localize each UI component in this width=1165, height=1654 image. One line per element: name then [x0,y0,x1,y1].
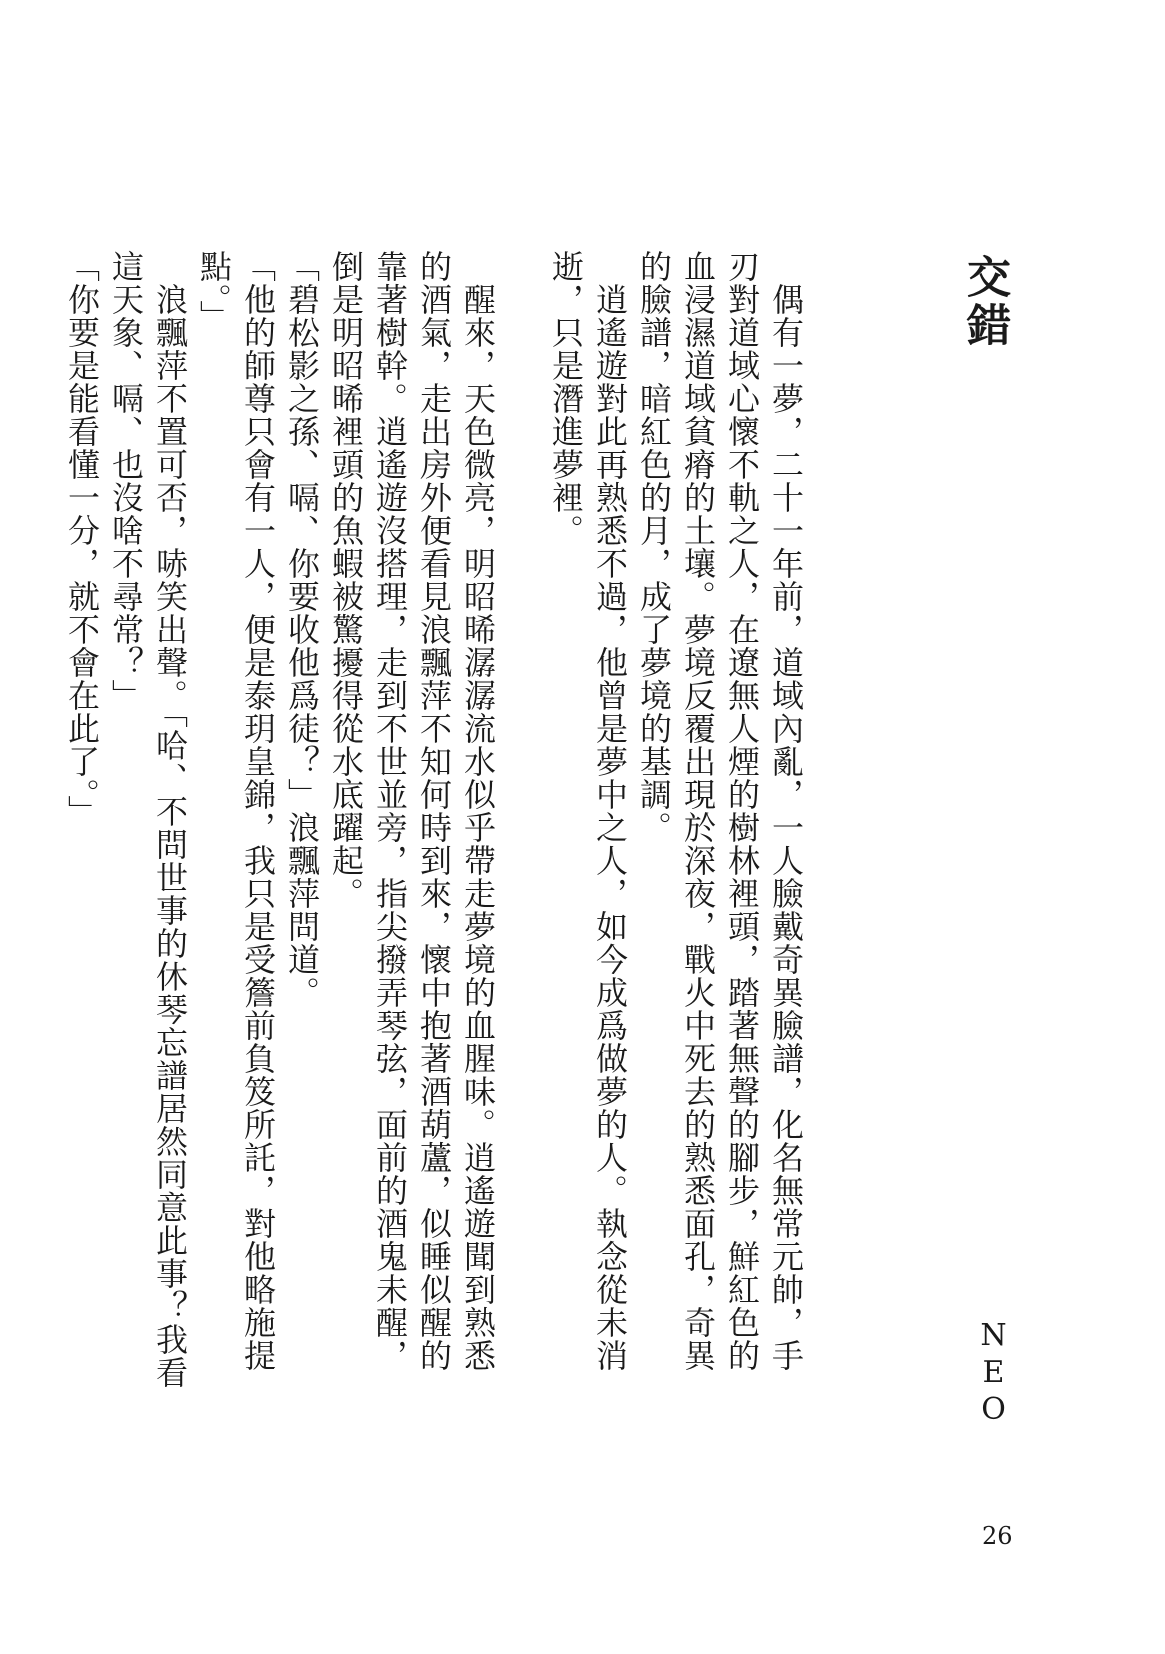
dialogue-line: 「碧松影之孫、嗝、你要收他爲徒？」浪飄萍問道。 [283,250,321,1009]
paragraph: 浪飄萍不置可否，哧笑出聲。「哈、不問世事的休琴忘譜居然同意此事？我看這天象、嗝、也沒啥不尋常？」 [107,250,189,1389]
dialogue-line: 「他的師尊只會有一人，便是泰玥皇錦，我只是受簷前負笈所託，對他略施提點。」 [195,250,277,1372]
paragraph: 偶有一夢，二十一年前，道域內亂，一人臉戴奇異臉譜，化名無常元帥，手刃對道域心懷不軌之人，在遼無人煙的樹林裡頭，踏著無聲的腳步，鮮紅色的血浸濕道域貧瘠的土壤。夢境反覆出現於深夜，戰火中死去的熟悉面孔，奇異的臉譜，暗紅色的月，成了夢境的基調。 [635,250,805,1372]
paragraph-gap [500,250,544,1390]
dialogue-line: 「你要是能看懂一分，就不會在此了。」 [63,250,101,828]
page-number: 26 [982,1522,1013,1550]
paragraph: 逍遙遊對此再熟悉不過，他曾是夢中之人，如今成爲做夢的人。執念從未消逝，只是潛進夢裡。 [547,250,629,1372]
chapter-title: 交錯 [959,254,1010,350]
paragraph: 醒來，天色微亮，明昭晞潺潺流水似乎帶走夢境的血腥味。逍遙遊聞到熟悉的酒氣，走出房外便看見浪飄萍不知何時到來，懷中抱著酒葫蘆，似睡似醒的靠著樹幹。逍遙遊沒搭理，走到不世並旁，指尖撥弄琴弦，面前的酒鬼未醒，倒是明昭晞裡頭的魚蝦被驚擾得從水底躍起。 [327,250,497,1372]
body-text [63,250,808,1390]
author-name: NEO [976,1318,1011,1429]
